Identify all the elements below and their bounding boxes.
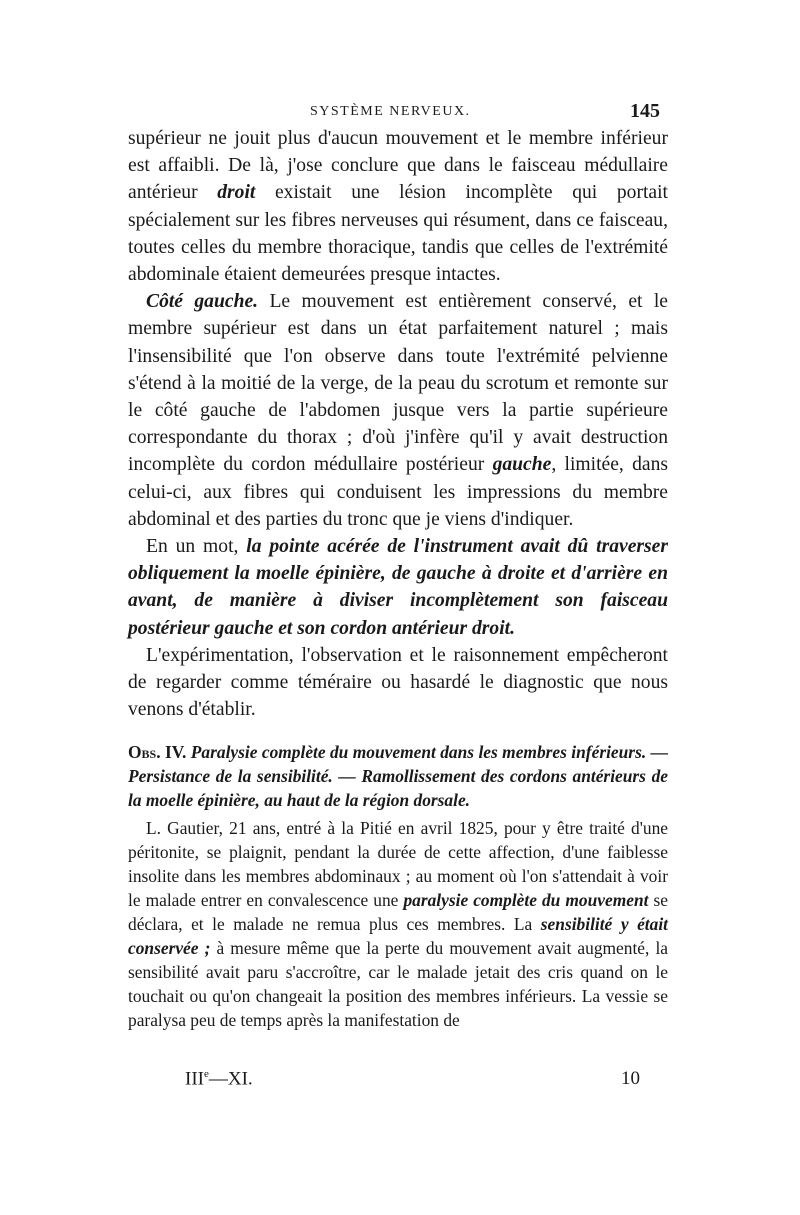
main-text [128,125,668,723]
paragraph-4 [128,642,668,724]
observation-body-italic-1: paralysie complète du mouvement [403,890,649,910]
signature-mark [185,1068,253,1090]
observation-section [128,740,668,1032]
page-number: 145 [630,100,660,122]
paragraph-3-lead: En un mot, [146,536,239,558]
paragraph-2 [128,288,668,533]
observation-summary: Paralysie complète du mouvement dans les membres inférieurs. — Persistance de la sensibilité. — Ramollissement des cordons antérieurs de la moelle épinière, au haut de la région dorsale. [128,742,668,810]
paragraph-1 [128,125,668,288]
observation-body [128,816,668,1032]
paragraph-1-rest: existait une lésion incomplète qui portait spécialement sur les fibres nerveuses qui résument, dans ce faisceau, toutes celles du membre thoracique, tandis que celles de l'extrémité abdominale étaient demeurées presque intactes. [128,182,668,286]
paragraph-3-emphasis: la pointe acérée de l'instrument avait dû traverser obliquement la moelle épinière, de gauche à droite et d'arrière en avant, de manière à diviser incomplètement son faisceau postérieur gauche et son cordon antérieur droit. [128,536,668,639]
signature-superscript: e [203,1068,209,1080]
sheet-number: 10 [621,1068,640,1089]
observation-title [128,740,668,812]
paragraph-1-text: supérieur ne jouit plus d'aucun mouvement et le membre inférieur est affaibli. De là, j'ose conclure que dans le faisceau médullaire antérieur [128,128,668,204]
page-header [120,100,660,124]
signature-rest: —XI. [208,1068,253,1090]
observation-body-2: se déclara, et le malade ne remua plus ces membres. La [128,890,669,934]
observation-body-3: à mesure même que la perte du mouvement avait augmenté, la sensibilité avait paru s'accroître, car le malade jetait des cris quand on le touchait ou qu'on changeait la position des membres inférieurs. La vessie se paralysa peu de temps après la manifestation de [128,938,668,1030]
observation-label: Obs. IV. [128,742,187,762]
paragraph-2-italic: gauche [492,454,552,476]
running-title: SYSTÈME NERVEUX. [310,104,471,119]
paragraph-3 [128,533,668,642]
signature-numeral: III [185,1068,204,1090]
paragraph-2-rest: , limitée, dans celui-ci, aux fibres qui conduisent les impressions du membre abdominal et des parties du tronc que je viens d'indiquer. [128,454,669,530]
paragraph-2-text: Le mouvement est entièrement conservé, et le membre supérieur est dans un état parfaitement naturel ; mais l'insensibilité que l'on observe dans toute l'extrémité pelvienne s'étend à la moitié de la verge, de la peau du scrotum et remonte sur le côté gauche de l'abdomen jusque vers la partie supérieure correspondante du thorax ; d'où j'infère qu'il y avait destruction incomplète du cordon médullaire postérieur [128,291,668,476]
paragraph-2-lead: Côté gauche. [146,291,259,313]
paragraph-4-text: L'expérimentation, l'observation et le raisonnement empêcheront de regarder comme téméraire ou hasardé le diagnostic que nous venons d'établir. [128,644,668,721]
observation-body-italic-2: sensibilité y était conservée ; [128,914,668,958]
page-footer [185,1068,640,1094]
paragraph-1-italic: droit [217,182,256,204]
observation-body-1: L. Gautier, 21 ans, entré à la Pitié en avril 1825, pour y être traité d'une péritonite, se plaignit, pendant la durée de cette affection, d'une faiblesse insolite dans les membres abdominaux ; au moment où l'on s'attendait à voir le malade entrer en convalescence une [128,818,668,910]
